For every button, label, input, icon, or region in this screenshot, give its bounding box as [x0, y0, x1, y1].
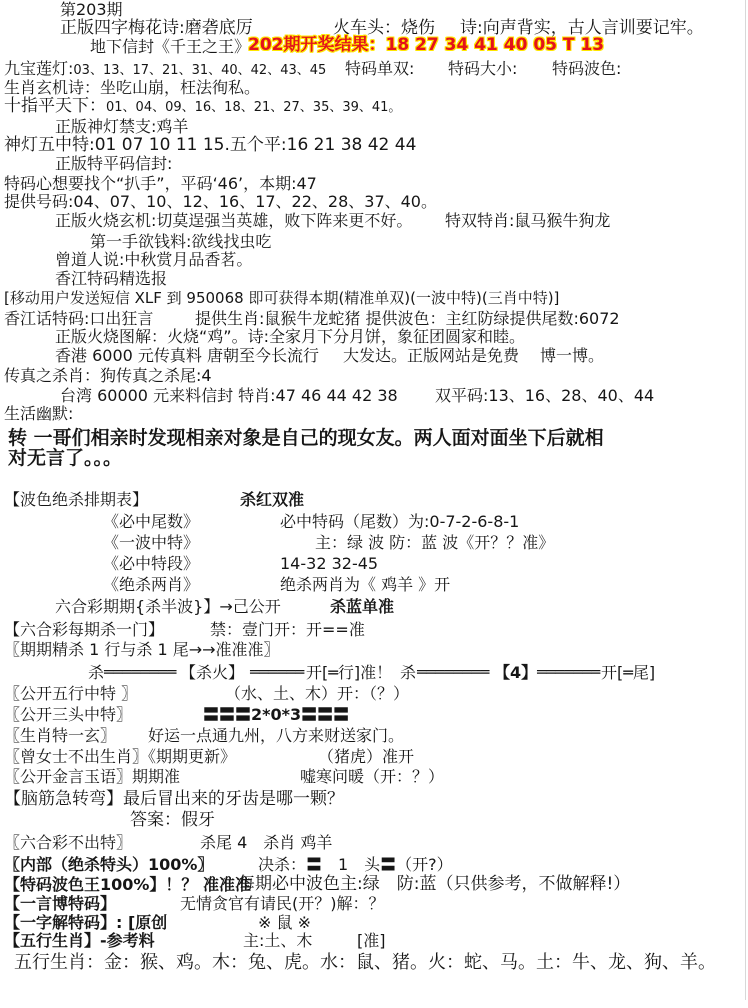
one-char-title: 【一字解特码】: [原创: [4, 913, 168, 932]
flat-envelope-title: 正版特平码信封:: [55, 154, 173, 173]
five-elements-value: （水、土、木）开：（？）: [225, 684, 410, 703]
hk-fax: 香港 6000 元传真料 唐朝至今长流行: [55, 346, 319, 365]
double-zodiac: 特双特肖:鼠马猴牛狗龙: [445, 211, 611, 230]
table-row-value: 主：绿 波 防：蓝 波《开？？准》: [315, 533, 555, 552]
three-heads-title: 〖公开三头中特〗: [4, 705, 133, 724]
kill-bar: ═══════: [537, 663, 601, 681]
envelope-title: 地下信封《千王之王》: [90, 37, 251, 56]
fire-diagram: 正版火烧图解：火烧“鸡”。诗:全家月下分月饼，象征团圆家和睦。: [55, 327, 525, 346]
hk-provided: 提供生肖:鼠猴牛龙蛇猪 提供波色：主红防绿提供尾数:6072: [195, 309, 620, 328]
lamp-ban: 正版神灯禁支:鸡羊: [55, 117, 189, 136]
fire-riddle: 正版火烧玄机:切莫逞强当英雄，败下阵来更不好。: [55, 211, 413, 230]
internal-value: 决杀：〓 1 头〓（开?）: [258, 855, 453, 874]
first-hand-tip: 第一手欲钱料:欲线找虫吃: [90, 232, 272, 251]
size-label: 特码大小:: [448, 59, 518, 78]
table-row-label: 《一波中特》: [103, 533, 200, 552]
humor-line-1: 转 一哥们相亲时发现相亲对象是自己的现女友。两人面对面坐下后就相: [8, 427, 604, 449]
brain-teaser-question: 【脑筋急转弯】最后冒出来的牙齿是哪一颗？: [4, 789, 344, 809]
lamp-five-specials: 神灯五中特:01 07 10 11 15.五个平:16 21 38 42 44: [4, 135, 417, 155]
ten-fingers-label: 十指平天下：: [4, 96, 106, 116]
five-zodiac-list: 五行生肖：金：猴、鸡。木：兔、虎。水：鼠、猪。火：蛇、马。土：牛、龙、狗、羊。: [14, 952, 716, 973]
ms-zeng-title: 〖曾女士不出生肖〗《期期更新》: [4, 747, 237, 766]
color-table-title: 【波色绝杀排期表】: [4, 490, 149, 509]
zeng-said: 曾道人说:中秋赏月品香茗。: [55, 250, 253, 269]
one-word-bet-title: 【一言博特码】: [4, 894, 117, 913]
table-row-value: 14-32 32-45: [280, 554, 379, 573]
five-zodiac-main: 主:土、木: [243, 931, 313, 950]
sms-notice: [移动用户发送短信 XLF 到 950068 即可获得本期(精准单双)(一波中特)(三肖中特)]: [4, 289, 560, 307]
five-elements-title: 〖公开五行中特 〗: [4, 684, 138, 703]
ten-fingers-row: [4, 97, 401, 117]
kill-segment: 杀: [88, 663, 105, 682]
zodiac-poem: 生肖玄机诗：坐吃山崩，枉法徇私。: [4, 78, 261, 97]
scan-edge-line: [745, 0, 746, 1000]
color-table-verdict: 杀红双准: [240, 490, 305, 509]
half-wave: 六合彩期期{杀半波}】→己公开: [55, 597, 281, 616]
kill-element-title: 〖期期精杀 1 行与杀 1 尾→→准准准〗: [4, 640, 280, 659]
humor-title: 生活幽默:: [4, 404, 74, 423]
table-row-value: 必中特码（尾数）为:0-7-2-6-8-1: [280, 512, 520, 531]
hk-select-title: 香江特码精选报: [55, 269, 168, 288]
pickpocket-line: 特码心想要找个“扒手”，平码‘46’，本期:47: [4, 174, 317, 193]
table-row-value: 绝杀两肖为《 鸡羊 》开: [280, 575, 451, 594]
fax-kill: 传真之杀肖：狗传真之杀尾:4: [4, 366, 212, 385]
wave-king-title: 【特码波色王100%】！？ 准准准: [4, 875, 252, 894]
hk-fax-bet: 博一博。: [540, 346, 605, 365]
lotus-lamp-label: 九宝莲灯:: [4, 59, 74, 78]
no-special-value: 杀尾 4 杀肖 鸡羊: [200, 833, 333, 852]
ten-fingers-numbers: 01、04、09、16、18、21、27、35、39、41。: [106, 100, 402, 115]
kill-bar: ══════: [250, 663, 305, 681]
plum-poem-title: 正版四字梅花诗:磨砻底厉: [60, 18, 253, 38]
kill-tail-tag: 【4】: [494, 663, 538, 682]
wave-color-label: 特码波色:: [552, 59, 622, 78]
five-zodiac-title: 【五行生肖】-参考料: [4, 931, 155, 950]
train-head: 火车头：烧伤: [333, 18, 435, 38]
three-heads-value: 〓〓〓2*0*3〓〓〓: [203, 705, 350, 724]
lotus-lamp-row: [4, 59, 326, 80]
kill-gate-value: 禁：壹门开：开==准: [210, 620, 365, 639]
issue-number: 第203期: [60, 0, 123, 19]
brain-teaser-answer: 答案：假牙: [130, 810, 215, 830]
taiwan-envelope: 台湾 60000 元来料信封 特肖:47 46 44 42 38: [60, 386, 398, 405]
table-row-label: 《必中特段》: [103, 554, 200, 573]
wave-king-value: 每期必中波色主:绿 防:蓝（只供参考，不做解释!）: [238, 874, 631, 894]
half-wave-verdict: 杀蓝单准: [330, 597, 395, 616]
table-row-label: 《绝杀两肖》: [103, 575, 200, 594]
internal-title: 〖内部（绝杀特头）100%〗: [4, 855, 214, 874]
zodiac-mystery-title: 〖生肖特一玄〗: [4, 726, 117, 745]
table-row-label: 《必中尾数》: [103, 512, 200, 531]
kill-gate-title: 【六合彩每期杀一门】: [4, 620, 165, 639]
odd-even-label: 特码单双:: [345, 59, 415, 78]
taiwan-double-flat: 双平码:13、16、28、40、44: [435, 386, 655, 405]
draw-result-banner: 202期开奖结果：18 27 34 41 40 05 T 13: [248, 35, 605, 55]
ms-zeng-value: （猪虎）准开: [318, 747, 415, 766]
one-word-bet-value: 无情贪官有请民(开？)解：？: [180, 894, 385, 913]
humor-line-2: 对无言了。。。: [8, 447, 123, 469]
kill-bar: ════════: [417, 663, 490, 681]
kill-fire-tag: 【杀火】: [180, 663, 245, 682]
golden-words-value: 嘘寒问暖（开：？）: [300, 767, 445, 786]
kill-segment: 开[═尾]: [601, 663, 656, 682]
hk-words: 香江话特码:口出狂言: [4, 309, 154, 328]
no-special-title: 〖六合彩不出特〗: [4, 833, 133, 852]
golden-words-title: 〖公开金言玉语〗期期准: [4, 767, 181, 786]
zodiac-mystery-value: 好运一点通九州，八方来财送家门。: [148, 726, 405, 745]
five-zodiac-mark: [准]: [357, 931, 386, 950]
kill-bar: ════════: [104, 663, 177, 681]
kill-segment: 杀: [400, 663, 417, 682]
one-char-value: ※ 鼠 ※: [258, 913, 311, 932]
kill-segment: 开[═行]准！: [306, 663, 393, 682]
plum-poem-verse: 诗:向声背实，古人言训要记牢。: [460, 18, 704, 38]
provided-numbers: 提供号码:04、07、10、12、16、17、22、28、37、40。: [4, 192, 437, 211]
lotus-lamp-numbers: 03、13、17、21、31、40、42、43、45: [73, 63, 327, 78]
hk-fax-fortune: 大发达。正版网站是免费: [343, 346, 520, 365]
